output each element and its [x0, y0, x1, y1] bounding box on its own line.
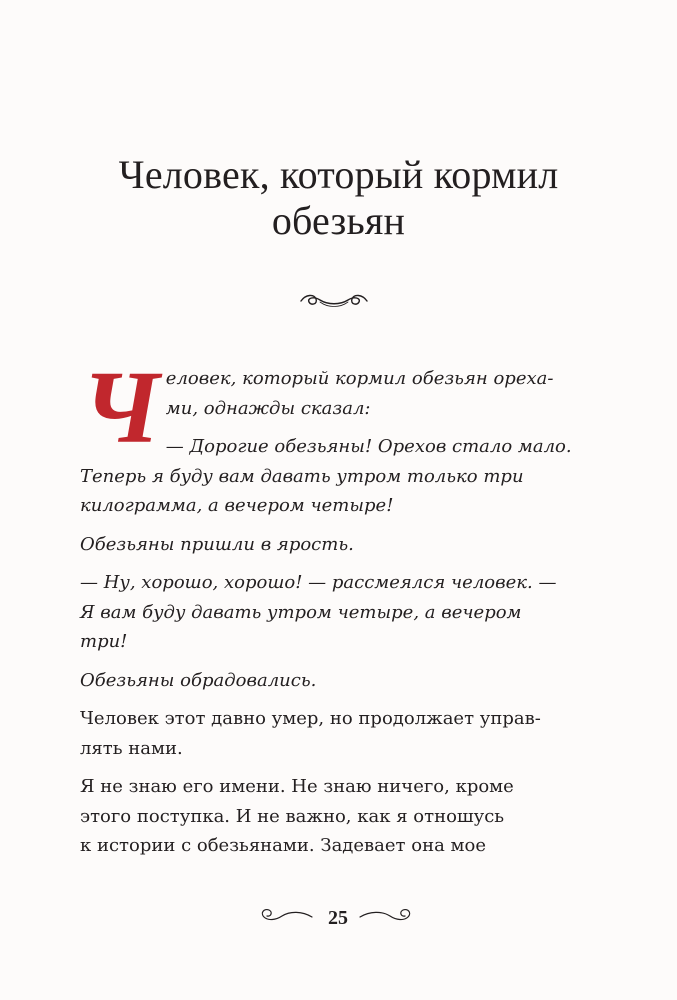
paragraph-5: [80, 666, 600, 696]
chapter-title-line-1: Человек, который кормил: [118, 152, 559, 197]
paragraph-7-line-3: к истории с обезьянами. Задевает она мое: [80, 835, 487, 856]
paragraph-2-line-3: килограмма, а вечером четыре!: [80, 495, 394, 516]
paragraph-2-line-2: Теперь я буду вам давать утром только три: [80, 465, 524, 487]
page-number: 25: [328, 907, 348, 929]
paragraph-4-line-2: Я вам буду давать утром четыре, а вечером: [80, 601, 522, 623]
paragraph-5-line-1: Обезьяны обрадовались.: [80, 669, 317, 691]
flourish-ornament-icon: [298, 290, 370, 312]
swash-left-ornament-icon: [258, 904, 314, 926]
paragraph-4-line-1: — Ну, хорошо, хорошо! — рассмеялся человек. —: [80, 572, 557, 593]
swash-right-ornament-icon: [358, 904, 414, 926]
paragraph-1-line-1: еловек, который кормил обезьян ореха-: [165, 368, 554, 389]
paragraph-2-line-1: — Дорогие обезьяны! Орехов стало мало.: [165, 436, 572, 457]
paragraph-7-line-2: этого поступка. И не важно, как я отношусь: [80, 805, 505, 827]
drop-cap: Ч: [82, 350, 160, 465]
paragraph-6-line-1: Человек этот давно умер, но продолжает управ-: [80, 708, 541, 729]
paragraph-3: [80, 530, 600, 560]
paragraph-7-line-1: Я не знаю его имени. Не знаю ничего, кроме: [80, 776, 514, 797]
paragraph-4-line-3: три!: [80, 631, 128, 652]
paragraph-7: [80, 772, 600, 861]
paragraph-6: [80, 704, 600, 763]
paragraph-1-line-2: ми, однажды сказал:: [165, 397, 371, 419]
paragraph-4: [80, 568, 600, 657]
paragraph-6-line-2: лять нами.: [80, 737, 183, 759]
chapter-title-line-2: обезьян: [271, 198, 406, 243]
article-body: [80, 350, 600, 870]
chapter-title: [0, 152, 677, 244]
paragraph-3-line-1: Обезьяны пришли в ярость.: [80, 533, 354, 555]
